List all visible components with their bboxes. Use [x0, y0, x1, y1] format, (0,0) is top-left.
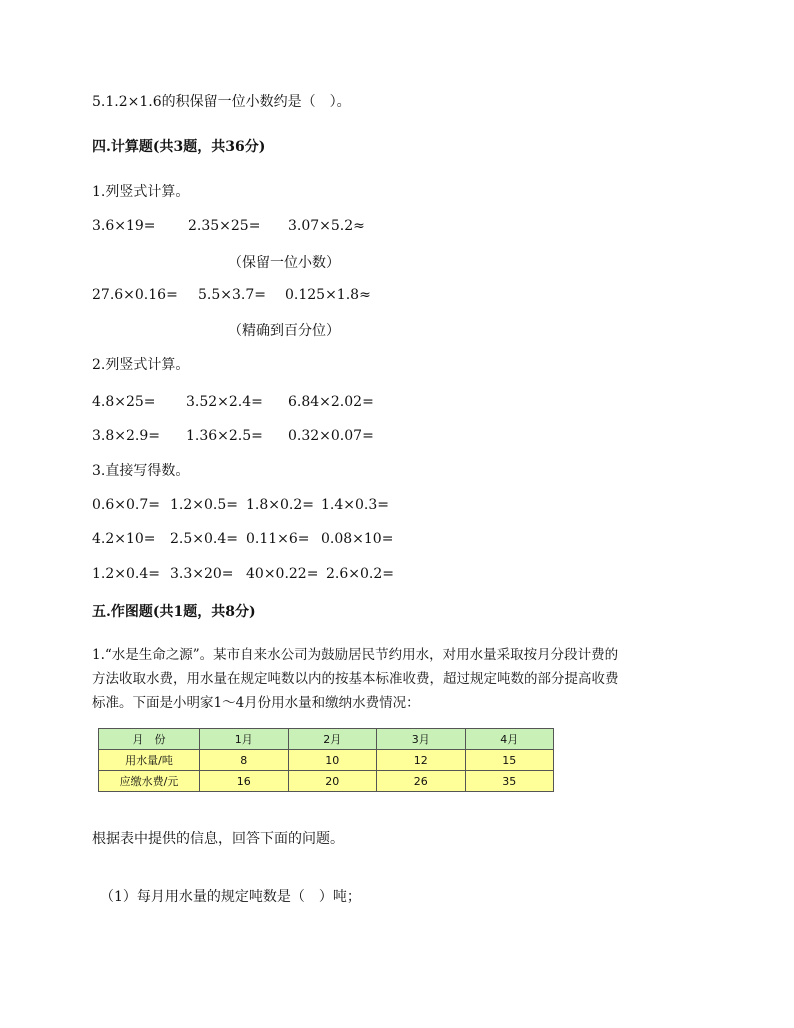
- problem: 6.84×2.02=: [288, 394, 374, 410]
- problem: 2.5×0.4=: [170, 531, 238, 547]
- problem: 4.2×10=: [92, 531, 156, 547]
- sub-question-1: （1）每月用水量的规定吨数是（ ）吨；: [100, 889, 361, 905]
- problem: 27.6×0.16=: [92, 287, 178, 303]
- table-cell: 应缴水费/元: [99, 771, 200, 792]
- problem: 0.32×0.07=: [288, 428, 374, 444]
- table-cell: 16: [200, 771, 289, 792]
- table-header-row: [99, 729, 554, 750]
- table-cell: 月 份: [99, 729, 200, 750]
- problem: 1.4×0.3=: [321, 497, 389, 513]
- intro-line: 1.“水是生命之源”。某市自来水公司为鼓励居民节约用水，对用水量采取按月分段计费的: [92, 647, 619, 663]
- problem: 1.8×0.2=: [246, 497, 314, 513]
- table-row: [99, 750, 554, 771]
- table-cell: 1月: [200, 729, 289, 750]
- table-cell: 26: [377, 771, 466, 792]
- problem: 5.5×3.7=: [198, 287, 266, 303]
- problem: 1.2×0.5=: [170, 497, 238, 513]
- table-cell: 12: [377, 750, 466, 771]
- table-cell: 4月: [465, 729, 554, 750]
- water-fee-table: [98, 728, 554, 792]
- question-1-title: 1.列竖式计算。: [92, 184, 190, 200]
- table-cell: 35: [465, 771, 554, 792]
- table-cell: 10: [288, 750, 377, 771]
- problem: 3.8×2.9=: [92, 428, 160, 444]
- problem: 40×0.22=: [246, 566, 319, 582]
- problem: 3.52×2.4=: [186, 394, 263, 410]
- section-4-heading: 四.计算题(共3题，共36分): [92, 139, 266, 155]
- question-5-text: 5.1.2×1.6的积保留一位小数约是（ ）。: [92, 94, 351, 110]
- intro-line: 方法收取水费，用水量在规定吨数以内的按基本标准收费，超过规定吨数的部分提高收费: [92, 671, 619, 687]
- rounding-note: （保留一位小数）: [228, 255, 340, 271]
- followup-text: 根据表中提供的信息，回答下面的问题。: [92, 831, 344, 847]
- problem: 3.07×5.2≈: [288, 218, 365, 234]
- intro-line: 标准。下面是小明家1～4月份用水量和缴纳水费情况：: [92, 695, 420, 711]
- problem: 2.6×0.2=: [326, 566, 394, 582]
- table-cell: 2月: [288, 729, 377, 750]
- problem: 4.8×25=: [92, 394, 156, 410]
- problem: 0.08×10=: [321, 531, 394, 547]
- problem: 1.2×0.4=: [92, 566, 160, 582]
- question-3-title: 3.直接写得数。: [92, 463, 190, 479]
- problem: 1.36×2.5=: [186, 428, 263, 444]
- problem: 0.125×1.8≈: [285, 287, 371, 303]
- table-cell: 3月: [377, 729, 466, 750]
- problem: 0.6×0.7=: [92, 497, 160, 513]
- table-cell: 8: [200, 750, 289, 771]
- table-cell: 用水量/吨: [99, 750, 200, 771]
- table-cell: 15: [465, 750, 554, 771]
- problem: 3.3×20=: [170, 566, 234, 582]
- problem: 3.6×19=: [92, 218, 156, 234]
- table-row: [99, 771, 554, 792]
- problem: 0.11×6=: [246, 531, 310, 547]
- question-2-title: 2.列竖式计算。: [92, 357, 190, 373]
- problem: 2.35×25=: [188, 218, 261, 234]
- table-cell: 20: [288, 771, 377, 792]
- section-5-heading: 五.作图题(共1题，共8分): [92, 604, 256, 620]
- rounding-note: （精确到百分位）: [228, 323, 340, 339]
